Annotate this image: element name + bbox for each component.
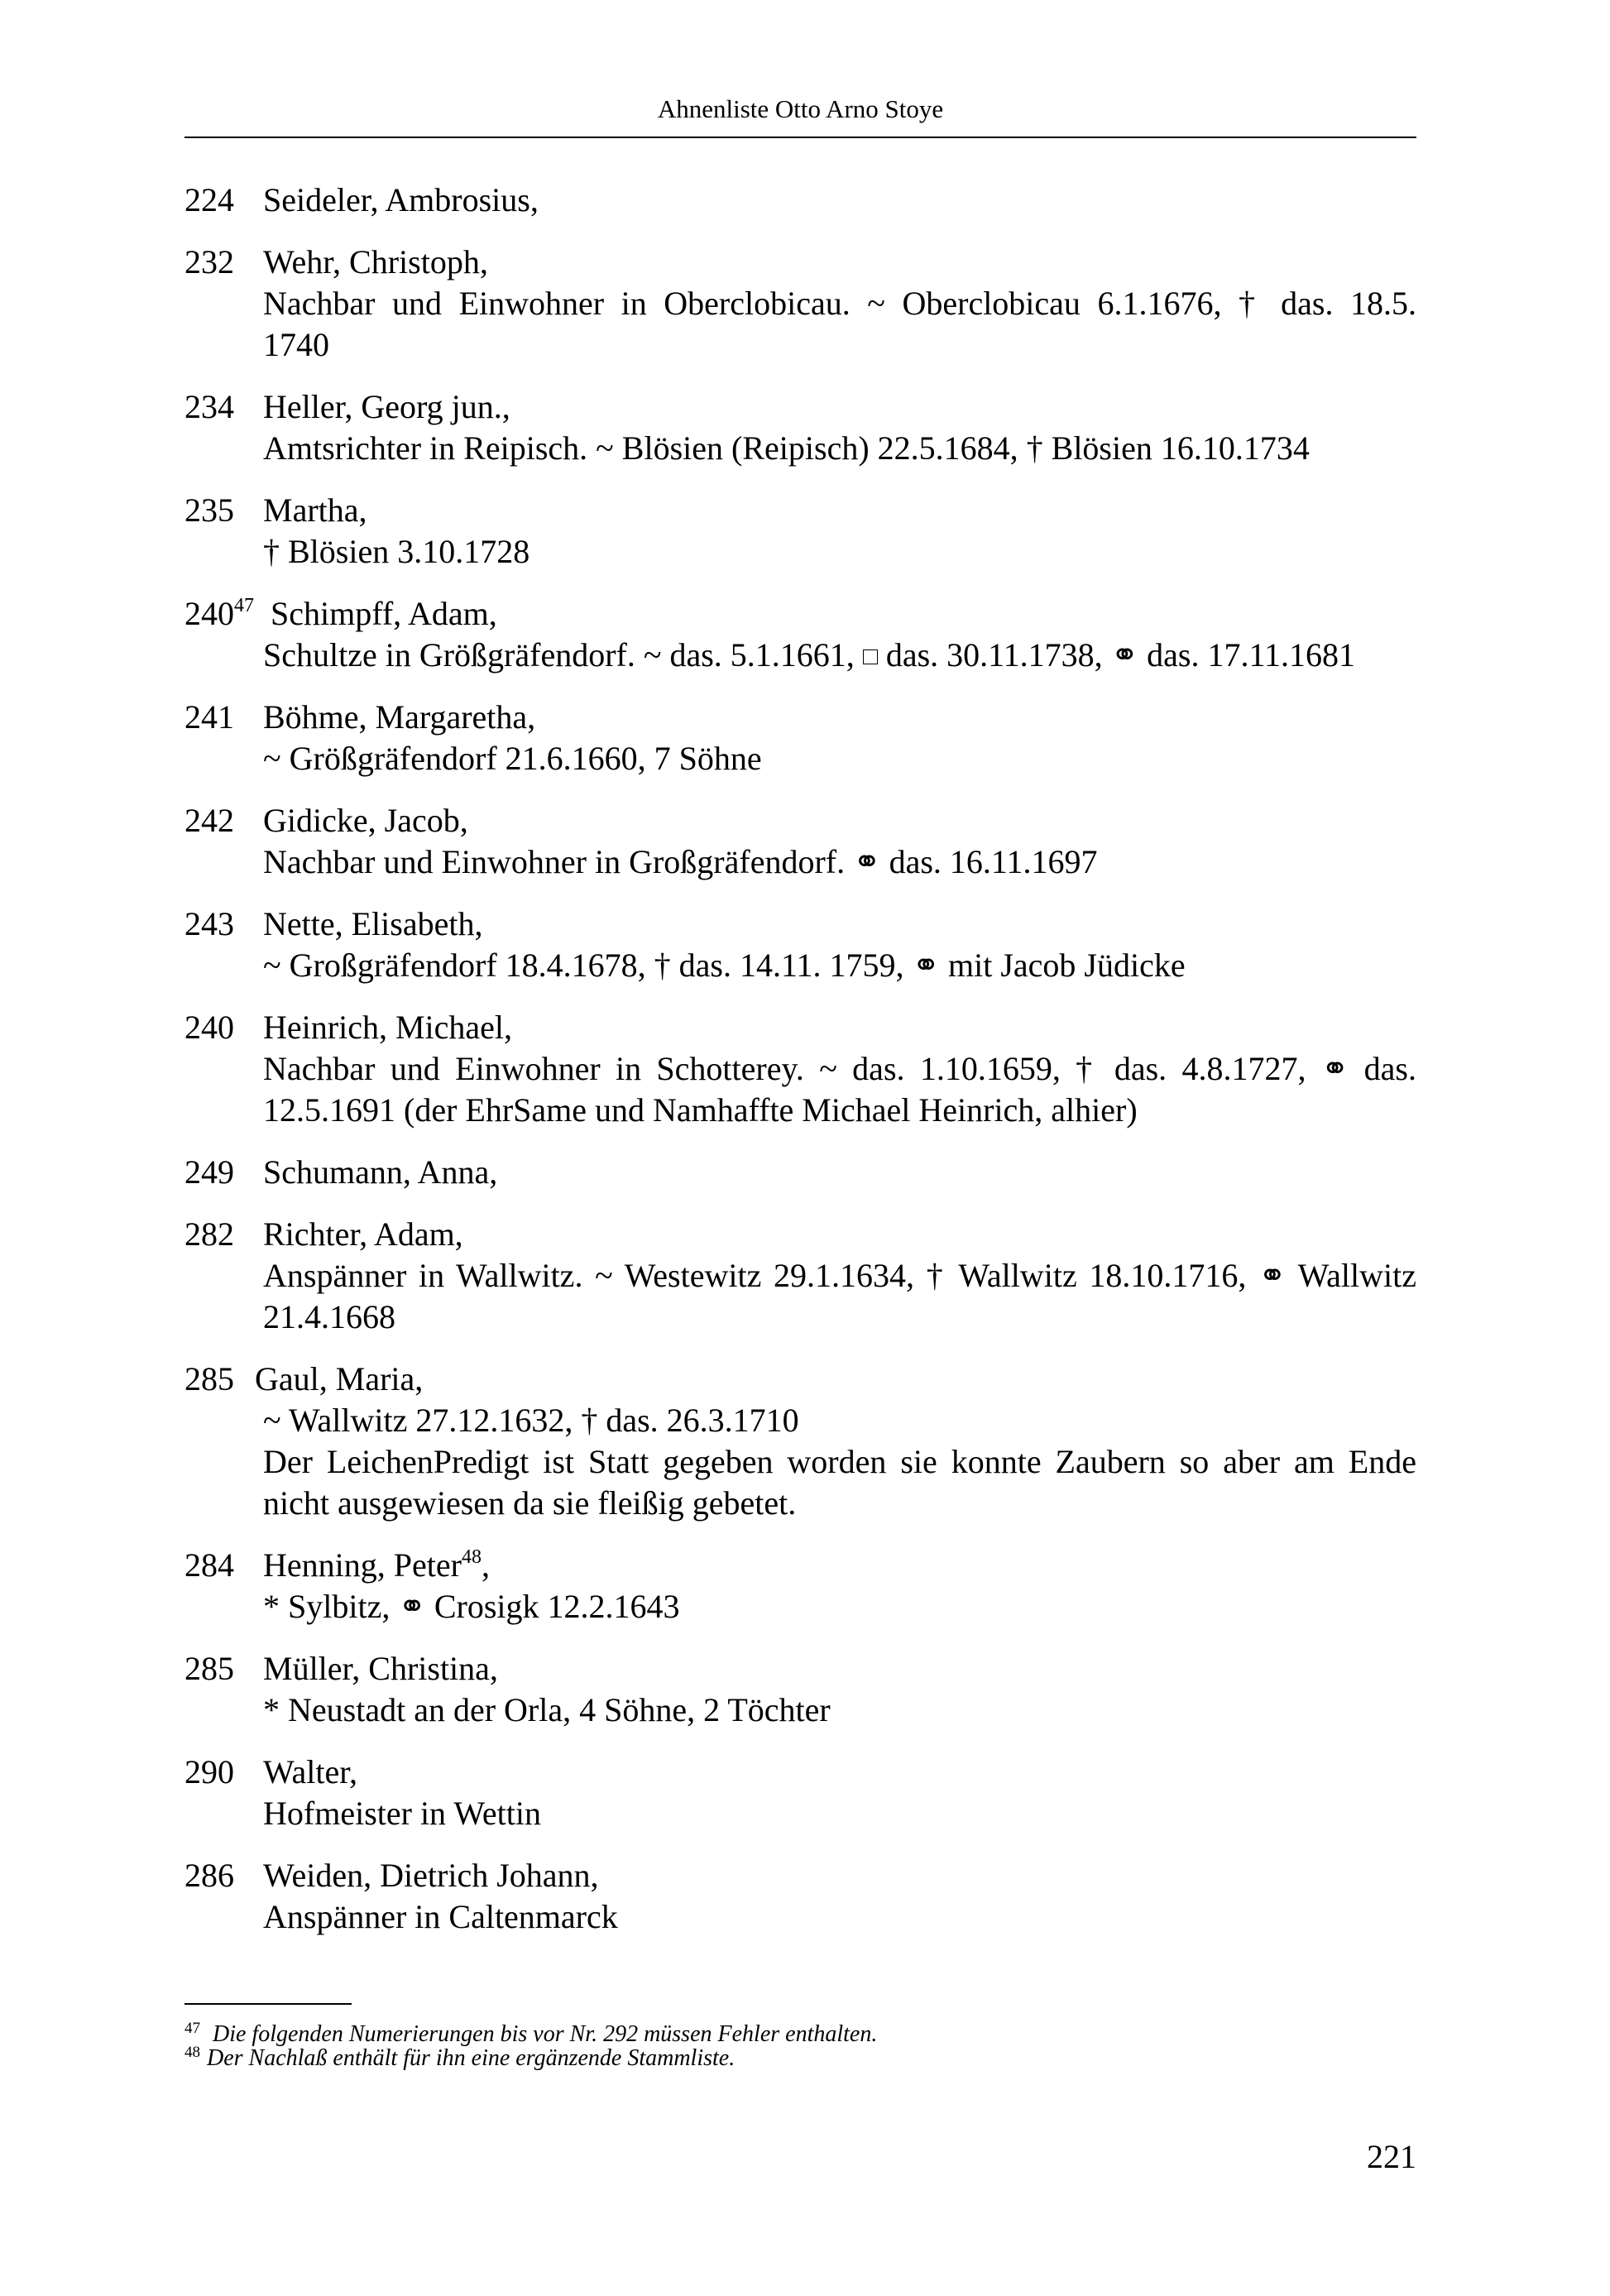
entry-number: 234 <box>184 388 234 425</box>
ancestor-entry <box>184 1152 1416 1193</box>
entry-name: Heller, Georg jun., <box>263 388 510 425</box>
ancestor-entry <box>184 1214 1416 1338</box>
entry-detail: * Neustadt an der Orla, 4 Söhne, 2 Töchter <box>263 1691 831 1728</box>
footnote-text: Der Nachlaß enthält für ihn eine ergänzende Stammliste. <box>207 2045 736 2071</box>
entry-detail: ~ Größgräfendorf 21.6.1660, 7 Söhne <box>263 740 762 777</box>
footnote-48 <box>184 2046 1416 2070</box>
entry-detail: 12.5.1691 (der EhrSame und Namhaffte Michael Heinrich, alhier) <box>263 1091 1138 1129</box>
entry-detail: 1740 <box>263 326 329 363</box>
entry-name: Müller, Christina, <box>263 1650 498 1687</box>
entry-note: Der LeichenPredigt ist Statt gegeben worden sie konnte Zaubern so aber am Ende <box>263 1443 1416 1480</box>
entry-name: Richter, Adam, <box>263 1215 463 1253</box>
ancestor-entry <box>184 1545 1416 1627</box>
burial-square-icon <box>863 649 878 664</box>
entry-detail: Anspänner in Wallwitz. ~ Westewitz 29.1.1634, † Wallwitz 18.10.1716, ⚭ Wallwitz <box>263 1257 1416 1294</box>
entry-number: 243 <box>184 905 234 942</box>
entry-number: 290 <box>184 1753 234 1790</box>
footnote-47 <box>184 2022 1416 2046</box>
entry-number: $240^{47}$ <box>184 595 254 632</box>
entry-detail: Amtsrichter in Reipisch. ~ Blösien (Reipisch) 22.5.1684, † Blösien 16.10.1734 <box>263 429 1310 467</box>
entry-number: 240 <box>184 1009 234 1046</box>
entry-name: Nette, Elisabeth, <box>263 905 483 942</box>
page-number: 221 <box>1367 2138 1416 2175</box>
ancestor-list <box>184 180 1416 1958</box>
entry-number: 224 <box>184 181 234 218</box>
entry-number: 286 <box>184 1857 234 1894</box>
entry-name: Henning, Peter$^{48}$, <box>263 1546 490 1584</box>
entry-note: nicht ausgewiesen da sie fleißig gebetet. <box>263 1484 797 1522</box>
entry-name: Gaul, Maria, <box>255 1360 424 1397</box>
entry-number: 285 <box>184 1360 234 1397</box>
ancestor-entry <box>184 904 1416 986</box>
ancestor-entry <box>184 1855 1416 1938</box>
entry-detail: ~ Großgräfendorf 18.4.1678, † das. 14.11. 1759, ⚭ mit Jacob Jüdicke <box>263 947 1186 984</box>
footnotes <box>184 2022 1416 2070</box>
footnote-number: 47 <box>184 2020 200 2037</box>
entry-detail: Hofmeister in Wettin <box>263 1795 541 1832</box>
footnote-text: Die folgenden Numerierungen bis vor Nr. 292 müssen Fehler enthalten. <box>213 2021 878 2047</box>
ancestor-entry <box>184 1752 1416 1834</box>
entry-name: Schimpff, Adam, <box>271 595 497 632</box>
entry-detail: ~ Wallwitz 27.12.1632, † das. 26.3.1710 <box>263 1402 799 1439</box>
footnote-rule <box>184 2003 352 2005</box>
entry-number: 235 <box>184 491 234 529</box>
entry-number: 232 <box>184 243 234 280</box>
ancestor-entry <box>184 242 1416 366</box>
entry-name: Gidicke, Jacob, <box>263 802 468 839</box>
ancestor-entry <box>184 1007 1416 1131</box>
ancestor-entry <box>184 697 1416 779</box>
ancestor-entry <box>184 386 1416 469</box>
entry-detail: Nachbar und Einwohner in Oberclobicau. ~ Oberclobicau 6.1.1676, † das. 18.5. <box>263 285 1416 322</box>
ancestor-entry <box>184 800 1416 883</box>
entry-number: 285 <box>184 1650 234 1687</box>
ancestor-entry <box>184 593 1416 676</box>
entry-number: 284 <box>184 1546 234 1584</box>
entry-detail: Schultze in Größgräfendorf. ~ das. 5.1.1661, das. 30.11.1738, ⚭ das. 17.11.1681 <box>263 636 1355 673</box>
entry-name: Seideler, Ambrosius, <box>263 181 539 218</box>
entry-detail: * Sylbitz, ⚭ Crosigk 12.2.1643 <box>263 1588 680 1625</box>
entry-name: Heinrich, Michael, <box>263 1009 512 1046</box>
header-rule <box>184 137 1416 138</box>
entry-name: Walter, <box>263 1753 358 1790</box>
entry-detail: Nachbar und Einwohner in Schotterey. ~ das. 1.10.1659, † das. 4.8.1727, ⚭ das. <box>263 1050 1416 1087</box>
entry-detail: 21.4.1668 <box>263 1298 395 1335</box>
entry-detail: Nachbar und Einwohner in Großgräfendorf. ⚭ das. 16.11.1697 <box>263 843 1098 880</box>
ancestor-entry <box>184 180 1416 221</box>
entry-name: Böhme, Margaretha, <box>263 698 536 736</box>
entry-number: 241 <box>184 698 234 736</box>
ancestor-entry <box>184 1359 1416 1524</box>
footnote-ref[interactable]: 48 <box>461 1546 482 1568</box>
entry-number: 242 <box>184 802 234 839</box>
entry-detail: Anspänner in Caltenmarck <box>263 1898 618 1935</box>
running-head-title: Ahnenliste Otto Arno Stoye <box>657 94 944 123</box>
ancestor-entry <box>184 1648 1416 1731</box>
entry-number: 282 <box>184 1215 234 1253</box>
entry-detail: † Blösien 3.10.1728 <box>263 533 530 570</box>
entry-name: Wehr, Christoph, <box>263 243 488 280</box>
entry-number: 249 <box>184 1153 234 1191</box>
footnote-ref[interactable]: 47 <box>234 595 254 616</box>
footnote-number: 48 <box>184 2044 200 2061</box>
entry-name: Martha, <box>263 491 367 529</box>
entry-name: Weiden, Dietrich Johann, <box>263 1857 599 1894</box>
entry-name: Schumann, Anna, <box>263 1153 498 1191</box>
ancestor-entry <box>184 490 1416 573</box>
